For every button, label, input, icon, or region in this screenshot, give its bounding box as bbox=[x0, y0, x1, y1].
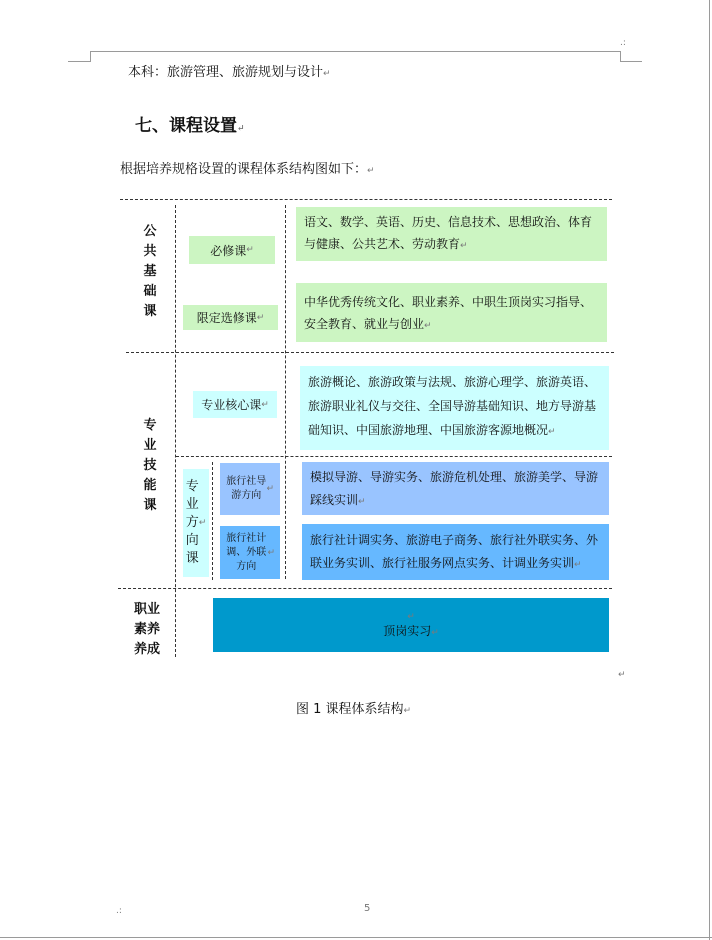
direction1-label: 旅行社导游方向 ↵ bbox=[220, 463, 280, 515]
divider-mid-column bbox=[285, 205, 286, 579]
section-title: 七、课程设置↵ bbox=[135, 116, 245, 136]
divider-professional-career bbox=[118, 588, 612, 589]
intro-paragraph: 根据培养规格设置的课程体系结构图如下：↵ bbox=[120, 162, 375, 177]
divider-core-direction bbox=[176, 456, 612, 457]
divider-top bbox=[120, 199, 612, 200]
figure-caption: 图 1 课程体系结构↵ bbox=[296, 702, 412, 717]
elective-courses: 中华优秀传统文化、职业素养、中职生顶岗实习指导、安全教育、就业与创业↵ bbox=[296, 283, 607, 342]
page-corner-mark bbox=[68, 61, 90, 62]
internship-box: ↵ 顶岗实习↵ bbox=[213, 598, 609, 652]
page-corner-mark bbox=[90, 51, 91, 62]
direction2-label: 旅行社计调、外联方向 ↵ bbox=[220, 526, 280, 579]
header-mark: .: bbox=[620, 38, 626, 48]
core-label: 专业核心课 ↵ bbox=[193, 391, 277, 418]
paragraph-mark: ↵ bbox=[618, 670, 626, 680]
core-courses: 旅游概论、旅游政策与法规、旅游心理学、旅游英语、旅游职业礼仪与交往、全国导游基础知识、地方导游基础知识、中国旅游地理、中国旅游客源地概况↵ bbox=[300, 366, 609, 450]
required-courses: 语文、数学、英语、历史、信息技术、思想政治、体育与健康、公共艺术、劳动教育↵ bbox=[296, 207, 607, 261]
direction1-courses: 模拟导游、导游实务、旅游危机处理、旅游美学、导游踩线实训↵ bbox=[302, 462, 609, 515]
category-public: 公共基础课 bbox=[143, 224, 157, 319]
direction-label: 专业方向课 ↵ bbox=[183, 469, 209, 577]
elective-label: 限定选修课 ↵ bbox=[183, 305, 278, 330]
page-edge-bottom bbox=[0, 937, 712, 938]
divider-public-professional bbox=[126, 352, 614, 353]
category-professional: 专业技能课 bbox=[143, 418, 157, 513]
page-number: 5 bbox=[364, 903, 371, 914]
direction2-courses: 旅行社计调实务、旅游电子商务、旅行社外联实务、外联业务实训、旅行社服务网点实务、计调业务实训↵ bbox=[302, 524, 609, 580]
footer-mark: .: bbox=[116, 906, 122, 916]
header-line bbox=[90, 51, 620, 52]
page-corner-mark bbox=[620, 61, 642, 62]
degree-line: 本科：旅游管理、旅游规划与设计↵ bbox=[128, 65, 331, 80]
category-career: 职业素养养成 bbox=[133, 602, 160, 657]
divider-direction-column bbox=[212, 462, 213, 580]
page-edge-right bbox=[709, 0, 710, 940]
divider-left-column bbox=[175, 205, 176, 657]
required-label: 必修课 ↵ bbox=[189, 236, 275, 264]
